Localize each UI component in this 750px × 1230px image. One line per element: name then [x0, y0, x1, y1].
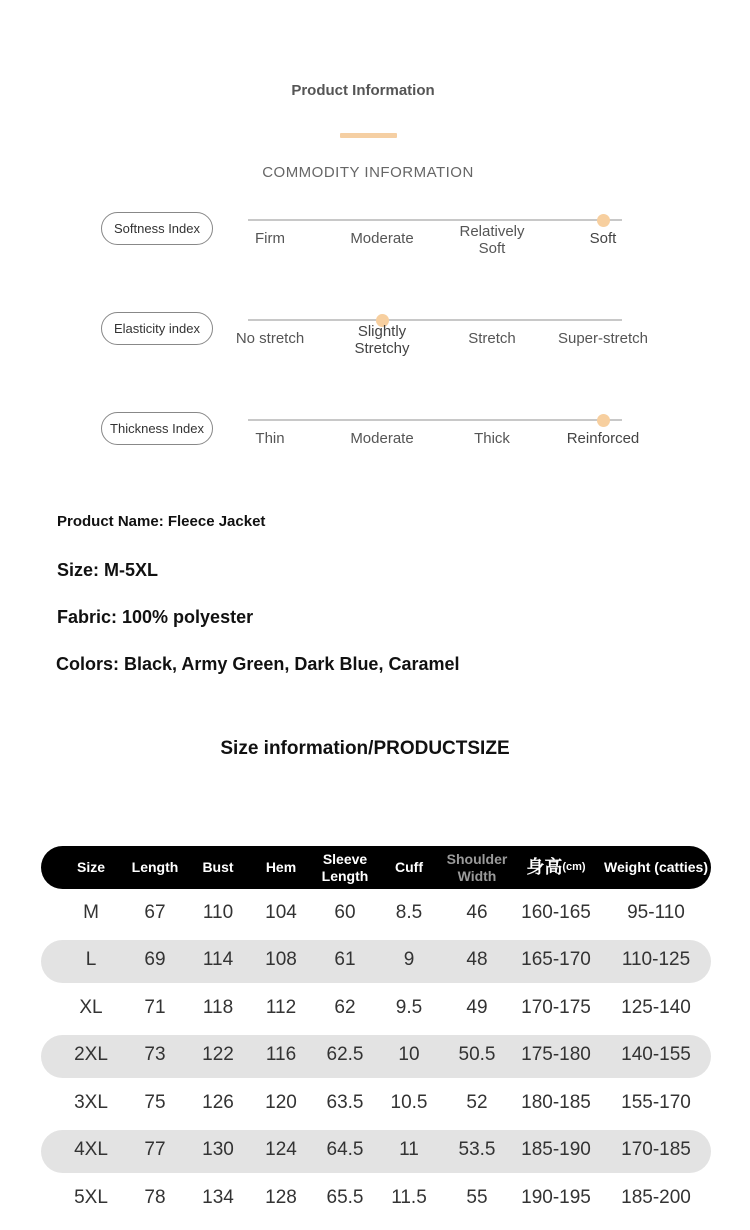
table-cell: 63.5 — [326, 1091, 364, 1113]
table-cell: 185-190 — [521, 1139, 591, 1160]
table-cell: 11.5 — [391, 1186, 427, 1208]
index-level-label: Firm — [255, 230, 285, 247]
table-cell: 124 — [265, 1139, 297, 1160]
size-info-title: Size information/PRODUCTSIZE — [220, 738, 510, 759]
table-cell: 64.5 — [326, 1139, 364, 1160]
table-header-cell: Weight (catties) — [604, 859, 708, 875]
table-cell: 126 — [202, 1091, 234, 1113]
table-cell: 8.5 — [395, 901, 423, 923]
table-cell: 110 — [202, 901, 234, 923]
table-cell: 170-175 — [521, 996, 591, 1018]
table-cell: 128 — [265, 1186, 297, 1208]
product-name: Product Name: Fleece Jacket — [57, 513, 266, 530]
index-level-label: Stretch — [468, 330, 516, 347]
table-cell: 5XL — [74, 1186, 108, 1208]
index-label-pill: Thickness Index — [101, 412, 213, 445]
index-level-label: Super-stretch — [557, 330, 649, 347]
product-colors: Colors: Black, Army Green, Dark Blue, Caramel — [56, 654, 460, 674]
table-cell: 55 — [466, 1186, 488, 1208]
index-label-pill: Elasticity index — [101, 312, 213, 345]
index-label-pill: Softness Index — [101, 212, 213, 245]
table-cell: 190-195 — [521, 1186, 591, 1208]
index-level-label: Thin — [255, 430, 285, 447]
table-cell: 69 — [144, 949, 166, 970]
table-cell: 75 — [144, 1091, 166, 1113]
table-cell: 112 — [265, 996, 297, 1018]
index-level-label: Relatively Soft — [459, 223, 525, 257]
table-cell: 61 — [334, 949, 356, 970]
table-cell: 125-140 — [621, 996, 691, 1018]
table-cell: 49 — [466, 996, 488, 1018]
index-level-label: Reinforced — [566, 430, 640, 447]
table-header-cell: Size — [76, 859, 105, 875]
index-marker-dot — [597, 214, 610, 227]
table-header-cell: Sleeve Length — [321, 850, 369, 884]
table-cell: L — [85, 949, 97, 970]
table-header-cell: Hem — [265, 859, 297, 875]
table-cell: 160-165 — [521, 901, 591, 923]
table-header-cell: Cuff — [395, 859, 423, 875]
table-cell: 120 — [265, 1091, 297, 1113]
table-cell: 116 — [265, 1044, 297, 1065]
table-cell: 53.5 — [458, 1139, 496, 1160]
table-cell: 104 — [265, 901, 297, 923]
index-level-label: Moderate — [350, 430, 414, 447]
index-track — [248, 219, 622, 221]
table-cell: 65.5 — [326, 1186, 364, 1208]
table-cell: 3XL — [74, 1091, 108, 1113]
table-cell: 95-110 — [627, 901, 685, 923]
table-cell: 108 — [265, 949, 297, 970]
table-cell: 11 — [399, 1139, 419, 1160]
table-header-cell: Length — [131, 859, 179, 875]
table-header-cell: Shoulder Width — [446, 850, 508, 884]
table-cell: 140-155 — [621, 1044, 691, 1065]
table-cell: 165-170 — [521, 949, 591, 970]
table-cell: 155-170 — [621, 1091, 691, 1113]
table-cell: 9.5 — [395, 996, 423, 1018]
table-cell: 62 — [334, 996, 356, 1018]
table-cell: 52 — [466, 1091, 488, 1113]
index-level-label: Thick — [474, 430, 510, 447]
table-cell: 130 — [202, 1139, 234, 1160]
index-track — [248, 319, 622, 321]
table-cell: 170-185 — [621, 1139, 691, 1160]
table-header-cell: 身高 (cm) — [526, 857, 586, 877]
index-level-label: Slightly Stretchy — [354, 323, 410, 357]
index-marker-dot — [597, 414, 610, 427]
title-underline — [340, 133, 397, 138]
section-subtitle: COMMODITY INFORMATION — [262, 164, 474, 181]
table-header-cell: Bust — [202, 859, 234, 875]
table-cell: 48 — [466, 949, 488, 970]
table-cell: 10 — [398, 1044, 420, 1065]
product-size: Size: M-5XL — [57, 560, 159, 580]
table-cell: 122 — [202, 1044, 234, 1065]
table-cell: 73 — [144, 1044, 166, 1065]
table-cell: 71 — [144, 996, 166, 1018]
table-cell: 10.5 — [390, 1091, 428, 1113]
index-level-label: Moderate — [350, 230, 414, 247]
table-cell: M — [83, 901, 99, 923]
table-cell: 110-125 — [621, 949, 691, 970]
table-cell: 50.5 — [458, 1044, 496, 1065]
index-level-label: Soft — [589, 230, 617, 247]
table-cell: XL — [79, 996, 103, 1018]
section-title: Product Information — [291, 82, 435, 99]
table-cell: 175-180 — [521, 1044, 591, 1065]
table-cell: 4XL — [74, 1139, 108, 1160]
table-cell: 2XL — [74, 1044, 108, 1065]
table-cell: 185-200 — [621, 1186, 691, 1208]
table-cell: 118 — [202, 996, 234, 1018]
table-cell: 62.5 — [326, 1044, 364, 1065]
table-cell: 77 — [144, 1139, 166, 1160]
index-level-label: No stretch — [235, 330, 305, 347]
table-cell: 134 — [202, 1186, 234, 1208]
table-cell: 114 — [202, 949, 234, 970]
table-cell: 180-185 — [521, 1091, 591, 1113]
table-cell: 78 — [144, 1186, 166, 1208]
table-cell: 67 — [144, 901, 166, 923]
table-cell: 46 — [466, 901, 488, 923]
product-fabric: Fabric: 100% polyester — [57, 607, 254, 627]
table-cell: 60 — [334, 901, 356, 923]
table-cell: 9 — [403, 949, 415, 970]
index-track — [248, 419, 622, 421]
